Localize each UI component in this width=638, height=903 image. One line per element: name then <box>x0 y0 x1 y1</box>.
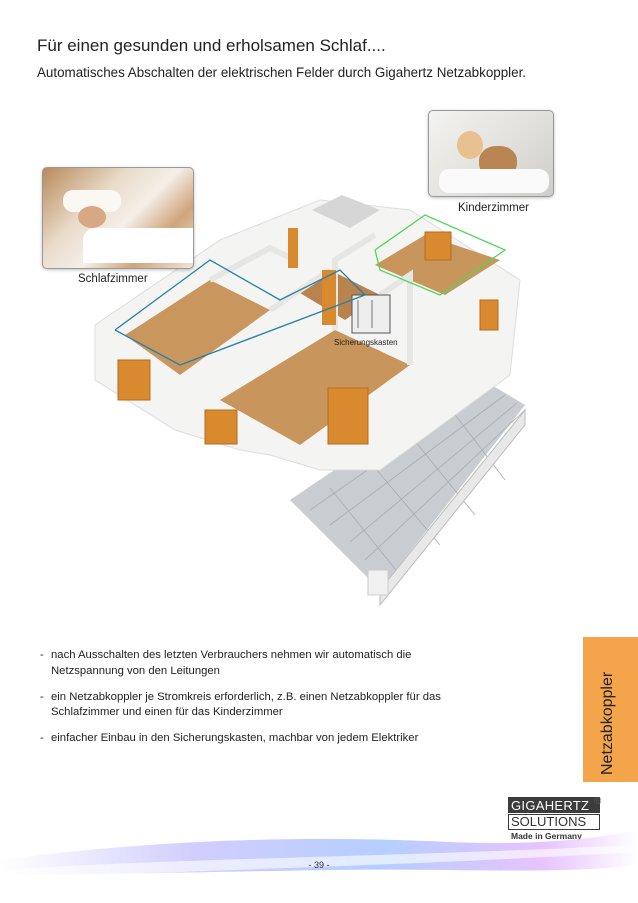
bullet-dash: - <box>40 649 44 661</box>
bullet-text: ein Netzabkoppler je Stromkreis erforderlich, z.B. einen Netzabkoppler für das Schlafzimmer und einen für das Kinderzimmer <box>51 690 441 719</box>
page-number: - 39 - <box>308 860 330 870</box>
bullet-text: einfacher Einbau in den Sicherungskasten, machbar von jedem Elektriker <box>51 732 419 745</box>
fusebox-label: Sicherungskasten <box>334 338 398 347</box>
list-item <box>40 690 480 722</box>
door-hall <box>288 228 298 268</box>
child-blanket <box>439 169 549 193</box>
bedroom-caption: Schlafzimmer <box>78 273 148 285</box>
window-front-right <box>328 388 368 444</box>
logo-line-1: GIGAHERTZ <box>508 797 600 813</box>
logo-tagline: Made in Germany <box>511 831 582 841</box>
section-tab-label: Netzabkoppler <box>599 671 616 775</box>
window-front-mid <box>205 410 237 444</box>
list-item <box>40 648 480 680</box>
blanket-shape <box>83 228 193 263</box>
page-title: Für einen gesunden und erholsamen Schlaf.... <box>37 36 386 55</box>
logo-line-2: SOLUTIONS <box>508 814 600 830</box>
page-subtitle: Automatisches Abschalten der elektrischen Felder durch Gigahertz Netzabkoppler. <box>37 65 527 80</box>
bedroom-photo <box>42 167 194 269</box>
section-tab <box>583 637 638 782</box>
window-side <box>480 300 498 330</box>
window-front-left <box>118 360 150 400</box>
list-item <box>40 731 480 747</box>
balcony-post <box>368 570 388 595</box>
sleeper-head <box>78 206 106 228</box>
bullet-dash: - <box>40 732 44 745</box>
registered-mark: ® <box>594 796 602 807</box>
window-kids <box>425 232 451 260</box>
kids-photo <box>428 110 554 197</box>
feature-list <box>40 648 480 757</box>
bullet-dash: - <box>40 690 44 703</box>
bullet-text: nach Ausschalten des letzten Verbrauchers nehmen wir automatisch die Netzspannung von den Leitungen <box>51 649 412 677</box>
kids-caption: Kinderzimmer <box>458 202 529 214</box>
